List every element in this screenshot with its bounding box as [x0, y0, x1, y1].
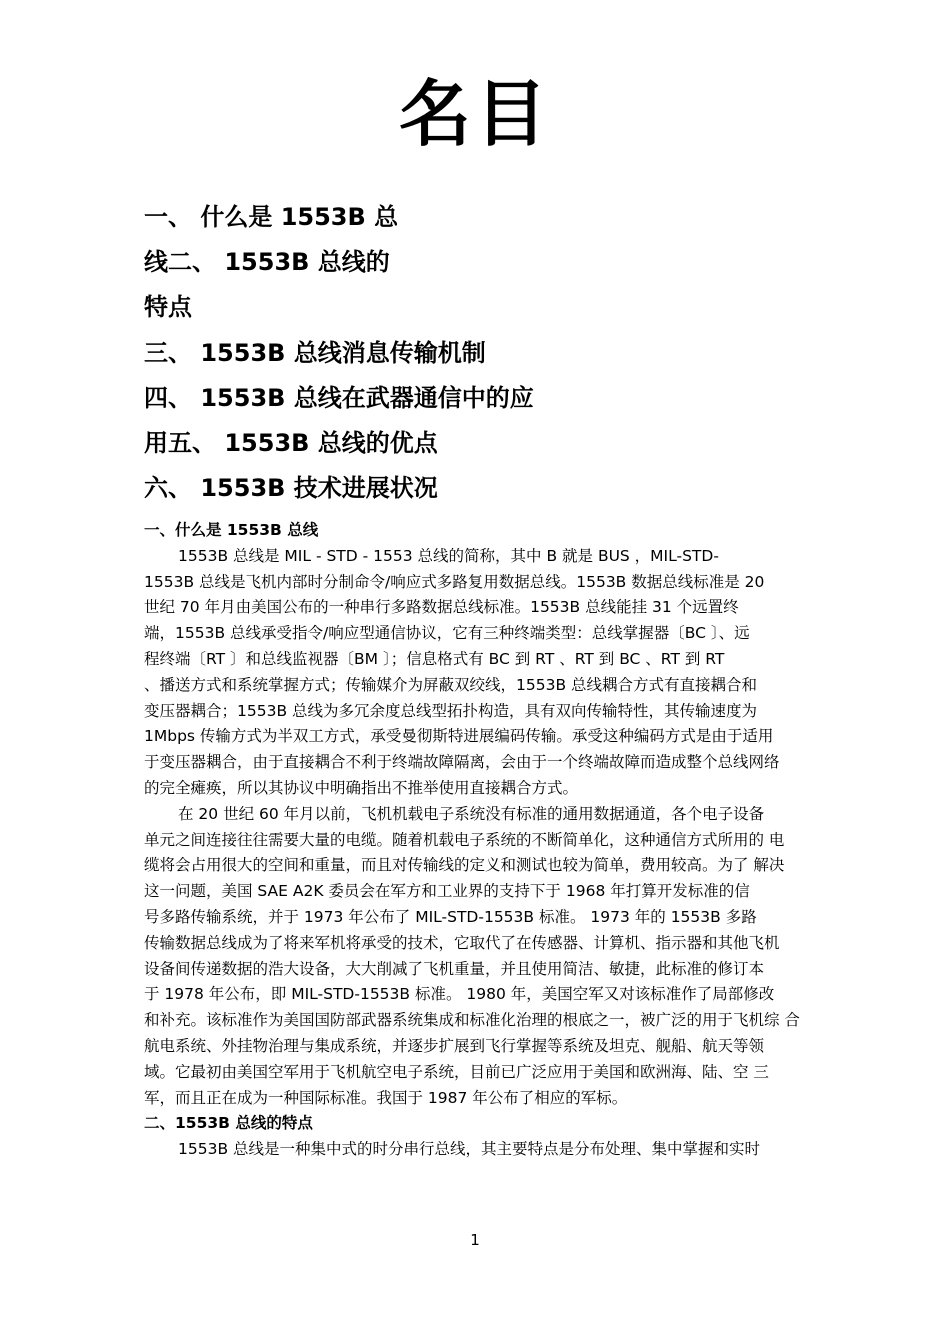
text-line: 于变压器耦合，由于直接耦合不利于终端故障隔离，会由于一个终端故障而造成整个总线网络	[144, 753, 780, 772]
toc-entry: 四、 1553B 总线在武器通信中的应	[144, 383, 534, 412]
toc-entry: 线二、 1553B 总线的	[144, 248, 390, 277]
text-line: 军，而且正在成为一种国际标准。我国于 1987 年公布了相应的军标。	[144, 1088, 628, 1107]
text-line: 单元之间连接往往需要大量的电缆。随着机载电子系统的不断简单化，这种通信方式所用的 电	[144, 830, 785, 849]
text-line: 1553B 总线是 MIL - STD - 1553 总线的简称，其中 B 就是 BUS ，MIL-STD-	[178, 546, 719, 565]
paragraph	[144, 802, 808, 1112]
text-line: 传输数据总线成为了将来军机将承受的技术，它取代了在传感器、计算机、指示器和其他飞机	[144, 933, 780, 952]
text-line: 的完全瘫痪，所以其协议中明确指出不推举使用直接耦合方式。	[144, 778, 579, 797]
text-line: 设备间传递数据的浩大设备，大大削减了飞机重量，并且使用简洁、敏捷，此标准的修订本	[144, 959, 765, 978]
toc-entry: 一、 什么是 1553B 总	[144, 203, 399, 231]
toc-entry: 六、 1553B 技术进展状况	[144, 474, 438, 503]
paragraph	[144, 544, 808, 802]
table-of-contents	[144, 195, 804, 511]
document-body	[144, 518, 808, 1163]
section-heading: 一、什么是 1553B 总线	[144, 521, 319, 539]
text-line: 号多路传输系统，并于 1973 年公布了 MIL-STD-1553B 标准。 1973 年的 1553B 多路	[144, 907, 757, 926]
text-line: 于 1978 年公布，即 MIL-STD-1553B 标准。 1980 年，美国空军又对该标准作了局部修改	[144, 985, 775, 1004]
text-line: 域。它最初由美国空军用于飞机航空电子系统，目前已广泛应用于美国和欧洲海、陆、空 三	[144, 1062, 769, 1081]
section-heading: 二、1553B 总线的特点	[144, 1114, 313, 1133]
document-title: 名目	[398, 72, 551, 156]
text-line: 程终端〔RT 〕和总线监视器〔BM 〕；信息格式有 BC 到 RT 、RT 到 BC 、RT 到 RT	[144, 649, 725, 668]
text-line: 1553B 总线是飞机内部时分制命令/响应式多路复用数据总线。1553B 数据总线标准是 20	[144, 572, 765, 591]
text-line: 端，1553B 总线承受指令/响应型通信协议，它有三种终端类型：总线掌握器〔BC 〕、远	[144, 624, 750, 643]
text-line: 1553B 总线是一种集中式的时分串行总线，其主要特点是分布处理、集中掌握和实时	[178, 1140, 761, 1159]
text-line: 在 20 世纪 60 年月以前，飞机机载电子系统没有标准的通用数据通道，各个电子设备	[178, 804, 765, 823]
text-line: 这一问题，美国 SAE A2K 委员会在军方和工业界的支持下于 1968 年打算开发标准的信	[144, 882, 750, 901]
paragraph	[144, 1137, 808, 1163]
text-line: 变压器耦合；1553B 总线为多冗余度总线型拓扑构造，具有双向传输特性，其传输速度为	[144, 701, 758, 720]
text-line: 世纪 70 年月由美国公布的一种串行多路数据总线标准。1553B 总线能挂 31 个远置终	[144, 598, 739, 617]
text-line: 航电系统、外挂物治理与集成系统，并逐步扩展到飞行掌握等系统及坦克、舰船、航天等领	[144, 1036, 765, 1055]
text-line: 和补充。该标准作为美国国防部武器系统集成和标准化治理的根底之一，被广泛的用于飞机综 合	[144, 1011, 800, 1030]
toc-entry: 三、 1553B 总线消息传输机制	[144, 338, 486, 367]
text-line: 缆将会占用很大的空间和重量，而且对传输线的定义和测试也较为简单，费用较高。为了 解决	[144, 856, 785, 875]
toc-entry: 用五、 1553B 总线的优点	[144, 429, 438, 458]
page-number: 1	[470, 1231, 480, 1249]
text-line: 1Mbps 传输方式为半双工方式，承受曼彻斯特进展编码传输。承受这种编码方式是由于适用	[144, 727, 774, 746]
toc-entry: 特点	[144, 293, 192, 322]
text-line: 、播送方式和系统掌握方式；传输媒介为屏蔽双绞线，1553B 总线耦合方式有直接耦合和	[144, 675, 758, 694]
